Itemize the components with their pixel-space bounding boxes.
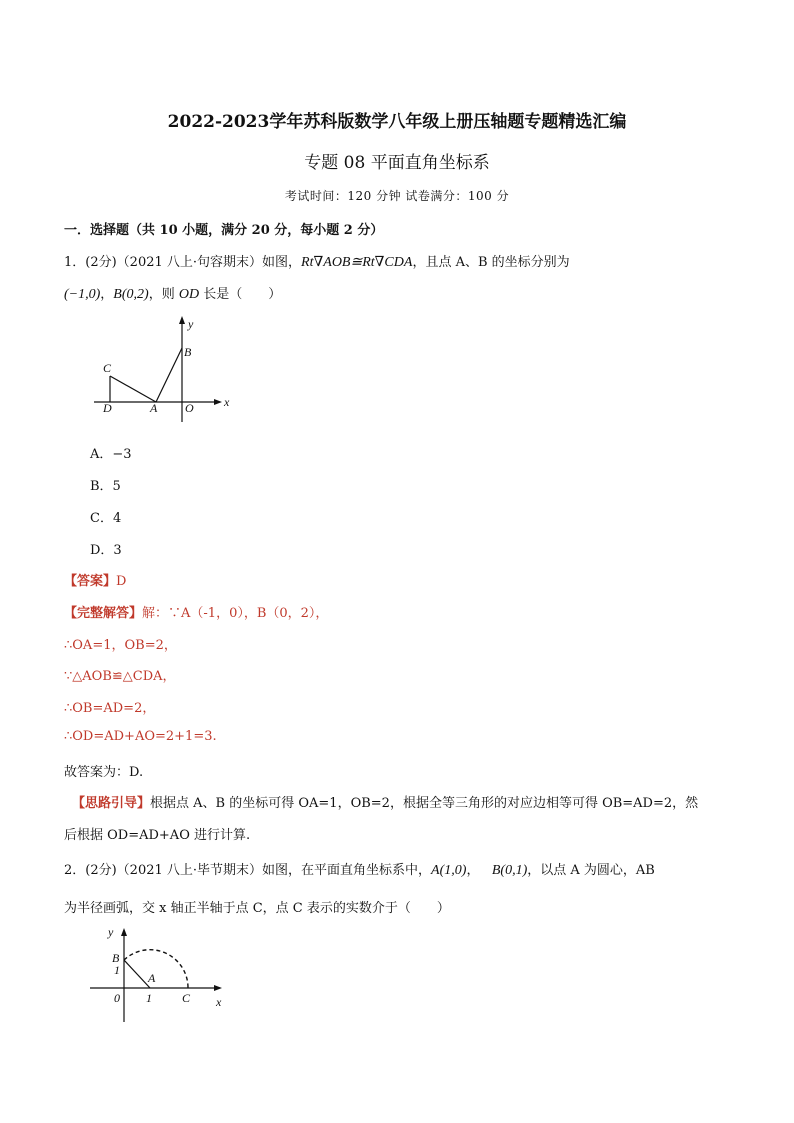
q1-solution-line1 xyxy=(64,602,328,621)
q1-end: 长是（ ） xyxy=(199,287,282,302)
section-heading: 一．选择题（共 10 小题，满分 20 分，每小题 2 分） xyxy=(64,223,384,238)
q1-sep: ， xyxy=(100,287,114,302)
q1-answer-tag: 【答案】 xyxy=(64,574,117,589)
q1-segment-ca xyxy=(110,376,156,402)
q2-label-zero: 0 xyxy=(114,991,120,1005)
q1-y-arrow xyxy=(179,316,185,324)
q2-label-b: B xyxy=(112,951,120,965)
q2-y-arrow xyxy=(121,928,127,936)
q2-label-one-x: 1 xyxy=(146,991,152,1005)
q1-label-x: x xyxy=(224,395,230,409)
q1-solution-line4: ∴OB=AD=2， xyxy=(64,701,156,716)
q1-label-o: O xyxy=(185,401,194,415)
q1-hint-line1 xyxy=(72,792,698,811)
q1-stem-suffix: ，且点 A、B 的坐标分别为 xyxy=(412,255,570,270)
q1-solution-tag: 【完整解答】 xyxy=(64,606,143,621)
q2-x-arrow xyxy=(214,985,222,991)
q2-stem-prefix: 2．(2分)（2021 八上·毕节期末）如图，在平面直角坐标系中， xyxy=(64,863,432,878)
q1-label-y: y xyxy=(188,317,194,331)
q1-hint-line2: 后根据 OD=AD+AO 进行计算. xyxy=(64,828,251,843)
q1-label-c: C xyxy=(103,361,112,375)
q2-point-b: B(0,1) xyxy=(491,863,528,878)
q1-stem-line2 xyxy=(64,283,281,303)
q1-point-b: B(0,2) xyxy=(113,287,149,302)
q1-option-d[interactable]: D．3 xyxy=(90,543,122,558)
q2-stem-line2: 为半径画弧，交 x 轴正半轴于点 C，点 C 表示的实数介于（ ） xyxy=(64,901,450,916)
q1-label-b: B xyxy=(184,345,192,359)
q2-label-x: x xyxy=(216,995,222,1009)
q1-conclusion: 故答案为：D. xyxy=(64,765,144,780)
q1-option-a[interactable]: A．−3 xyxy=(90,447,132,462)
q1-solution-line2: ∴OA=1，OB=2， xyxy=(64,638,177,653)
q2-sep: ， xyxy=(466,863,480,878)
q1-x-arrow xyxy=(214,399,222,405)
q1-segment-ab xyxy=(156,348,182,402)
q1-mid: ，则 xyxy=(148,287,179,302)
q1-answer xyxy=(64,570,126,589)
q1-figure xyxy=(86,312,246,427)
q2-point-a: A(1,0) xyxy=(431,863,467,878)
q2-label-c: C xyxy=(182,991,191,1005)
q1-solution-text1: 解：∵A（-1，0），B（0，2）， xyxy=(142,606,329,621)
q1-option-b[interactable]: B．5 xyxy=(90,479,121,494)
q2-segment-ab xyxy=(124,960,150,988)
document-subtitle: 专题 08 平面直角坐标系 xyxy=(304,153,490,173)
q2-figure xyxy=(86,922,236,1028)
q1-solution-line5: ∴OD=AD+AO=2+1=3. xyxy=(64,729,217,744)
document-title: 2022-2023学年苏科版数学八年级上册压轴题专题精选汇编 xyxy=(167,112,627,132)
q1-point-a: (−1,0) xyxy=(64,287,101,302)
q1-label-d: D xyxy=(103,401,112,415)
q2-arc xyxy=(124,950,188,988)
q1-stem-prefix: 1．(2分)（2021 八上·句容期末）如图， xyxy=(64,255,302,270)
q2-label-a: A xyxy=(148,971,156,985)
q1-answer-value: D xyxy=(116,574,127,589)
exam-info: 考试时间：120 分钟 试卷满分：100 分 xyxy=(284,189,510,203)
q1-solution-line3: ∵△AOB≌△CDA， xyxy=(64,669,176,684)
q1-stem-math: Rt∇AOB≅Rt∇CDA xyxy=(301,255,413,270)
q1-hint-text1: 根据点 A、B 的坐标可得 OA=1，OB=2，根据全等三角形的对应边相等可得 OB=AD=2，然 xyxy=(150,796,699,811)
q2-label-y: y xyxy=(108,925,114,939)
q1-od: OD xyxy=(178,287,200,302)
q2-label-one-y: 1 xyxy=(114,963,120,977)
q1-stem-line1 xyxy=(64,251,570,271)
q2-stem-suffix: ，以点 A 为圆心，AB xyxy=(527,863,655,878)
q1-label-a: A xyxy=(150,401,158,415)
q1-option-c[interactable]: C．4 xyxy=(90,511,122,526)
q2-stem-line1 xyxy=(64,859,655,879)
q1-hint-tag: 【思路引导】 xyxy=(72,796,151,811)
